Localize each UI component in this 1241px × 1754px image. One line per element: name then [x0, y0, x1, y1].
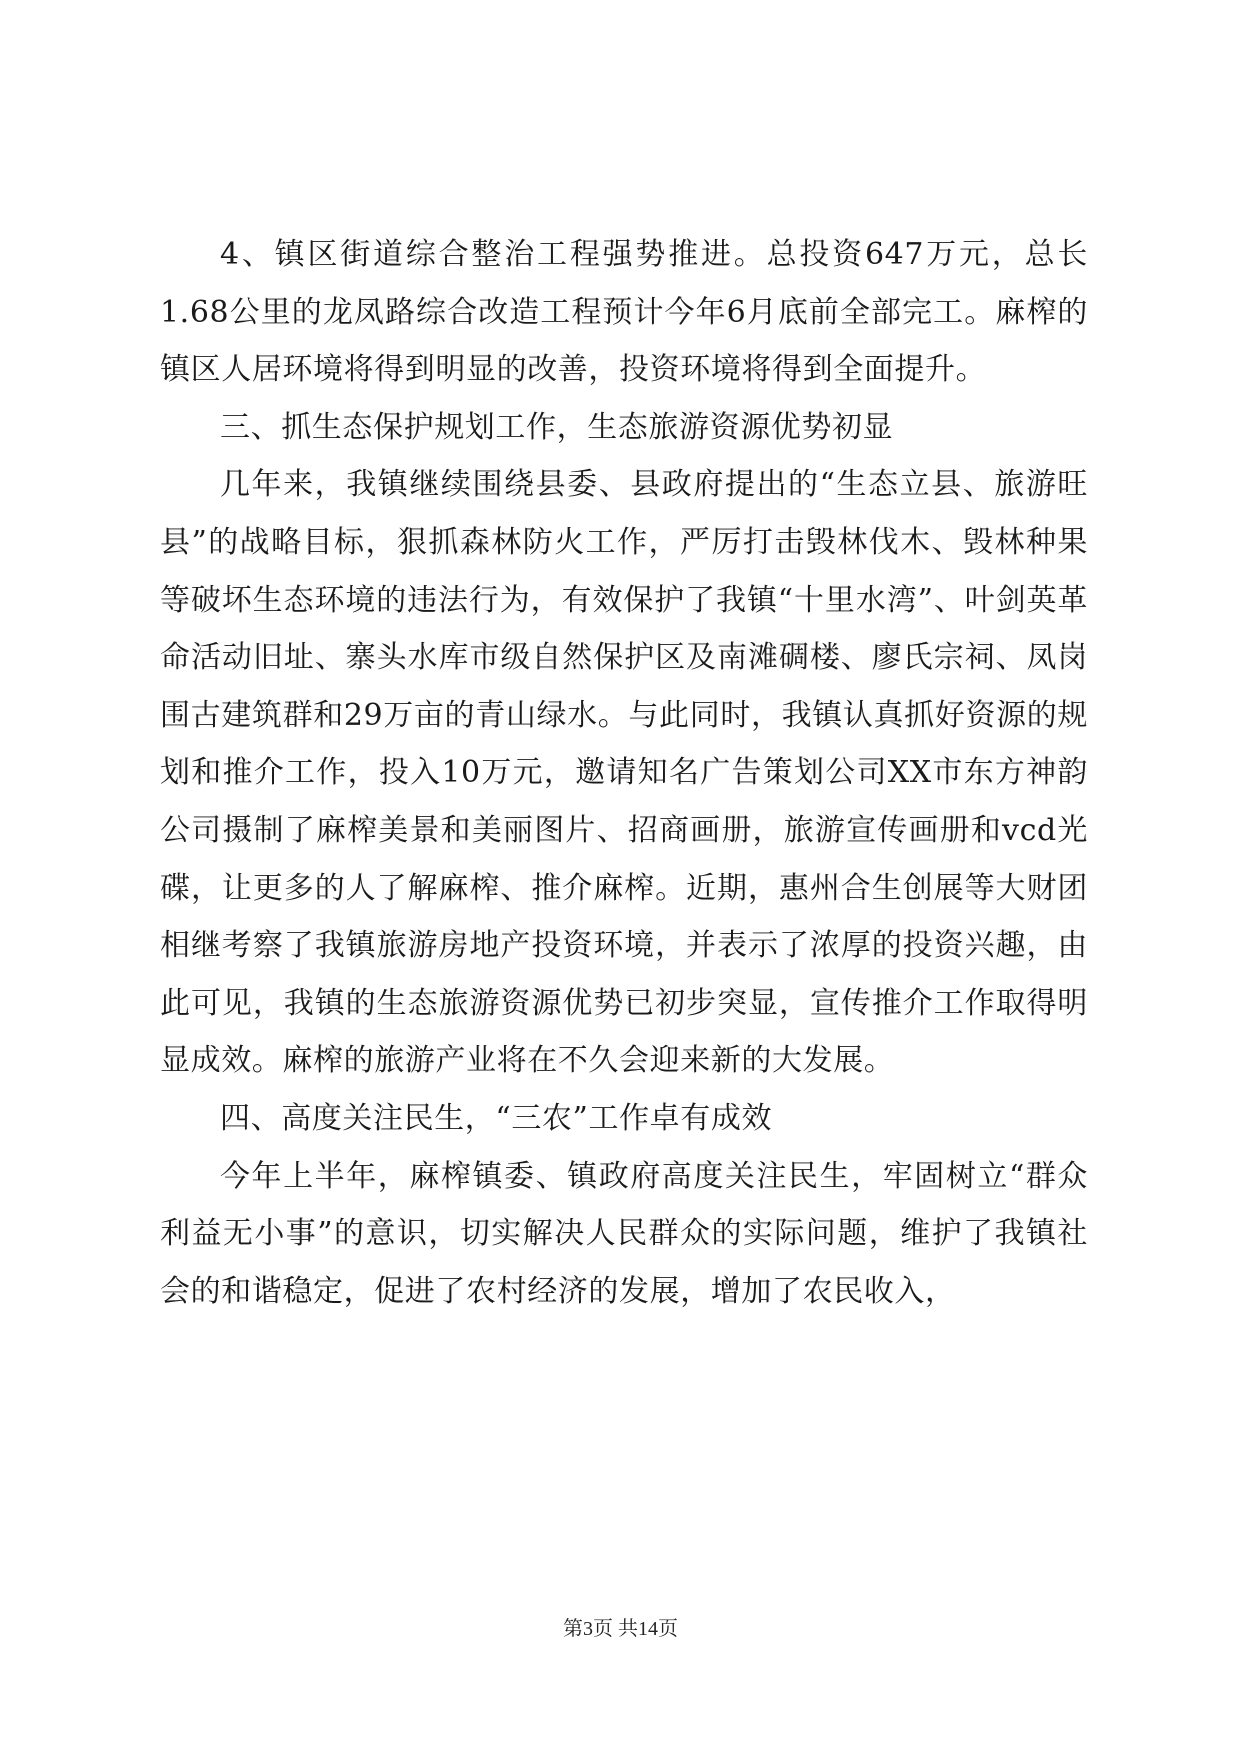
paragraph-ecology-tourism: 几年来，我镇继续围绕县委、县政府提出的“生态立县、旅游旺县”的战略目标，狠抓森林防火工作，严厉打击毁林伐木、毁林种果等破坏生态环境的违法行为，有效保护了我镇“十里水湾”、叶剑英革命活动旧址、寨头水库市级自然保护区及南滩碉楼、廖氏宗祠、凤岗围古建筑群和29万亩的青山绿水。与此同时，我镇认真抓好资源的规划和推介工作，投入10万元，邀请知名广告策划公司XX市东方神韵公司摄制了麻榨美景和美丽图片、招商画册，旅游宣传画册和vcd光碟，让更多的人了解麻榨、推介麻榨。近期，惠州合生创展等大财团相继考察了我镇旅游房地产投资环境，并表示了浓厚的投资兴趣，由此可见，我镇的生态旅游资源优势已初步突显，宣传推介工作取得明显成效。麻榨的旅游产业将在不久会迎来新的大发展。 [160, 467, 1088, 1079]
paragraph-livelihood: 今年上半年，麻榨镇委、镇政府高度关注民生，牢固树立“群众利益无小事”的意识，切实解决人民群众的实际问题，维护了我镇社会的和谐稳定，促进了农村经济的发展，增加了农民收入， [160, 1158, 1088, 1309]
page-number-footer: 第3页 共14页 [563, 1618, 678, 1640]
paragraph-street-renovation: 4、镇区街道综合整治工程强势推进。总投资647万元，总长1.68公里的龙凤路综合改造工程预计今年6月底前全部完工。麻榨的镇区人居环境将得到明显的改善，投资环境将得到全面提升。 [160, 237, 1088, 388]
section-heading-livelihood: 四、高度关注民生，“三农”工作卓有成效 [220, 1100, 773, 1136]
section-heading-ecology: 三、抓生态保护规划工作，生态旅游资源优势初显 [220, 409, 894, 445]
document-body [160, 226, 1088, 1320]
